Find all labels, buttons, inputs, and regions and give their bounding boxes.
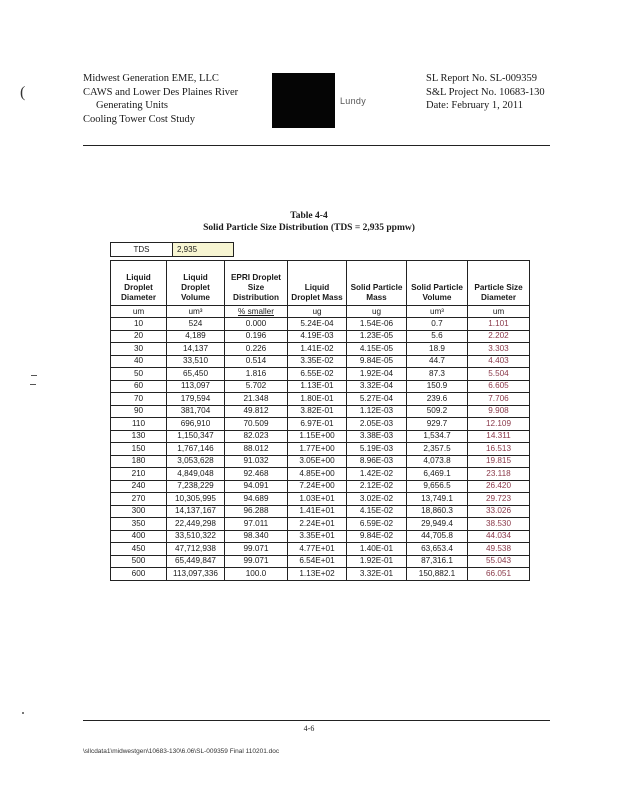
column-header: Liquid Droplet Diameter [111, 261, 167, 306]
margin-paren-mark: ( [20, 84, 26, 101]
table-cell: 381,704 [167, 405, 225, 418]
table-cell: 87.3 [407, 368, 468, 381]
table-cell: 0.000 [225, 318, 288, 331]
table-caption-number: Table 4-4 [290, 211, 328, 221]
table-row [111, 555, 530, 568]
table-cell: 524 [167, 318, 225, 331]
table-cell: 7.706 [468, 393, 530, 406]
table-row [111, 405, 530, 418]
table-cell: 6.605 [468, 380, 530, 393]
table-cell: 0.226 [225, 343, 288, 356]
table-cell: 0.514 [225, 355, 288, 368]
table-cell: 1.23E-05 [347, 330, 407, 343]
table-cell: 1.77E+00 [288, 443, 347, 456]
header-report-line: S&L Project No. 10683-130 [426, 86, 545, 98]
table-row [111, 505, 530, 518]
table-cell: 6,469.1 [407, 468, 468, 481]
table-row [111, 380, 530, 393]
table-cell: 3.32E-04 [347, 380, 407, 393]
company-logo-text: Lundy [340, 96, 367, 106]
table-row [111, 330, 530, 343]
table-cell: 1.13E+02 [288, 568, 347, 581]
table-cell: 350 [111, 518, 167, 531]
table-row [111, 430, 530, 443]
table-cell: 26.420 [468, 480, 530, 493]
header-report-line: SL Report No. SL-009359 [426, 73, 538, 84]
table-cell: 1.92E-01 [347, 555, 407, 568]
table-cell: 3.82E-01 [288, 405, 347, 418]
table-cell: 3.02E-02 [347, 493, 407, 506]
table-cell: 4,073.8 [407, 455, 468, 468]
unit-cell: % smaller [225, 306, 288, 318]
table-cell: 4.15E-05 [347, 343, 407, 356]
column-header: Solid Particle Mass [347, 261, 407, 306]
table-cell: 70 [111, 393, 167, 406]
margin-tick [30, 384, 36, 385]
table-cell: 3.38E-03 [347, 430, 407, 443]
table-cell: 4,849,048 [167, 468, 225, 481]
table-cell: 1,767,146 [167, 443, 225, 456]
table-cell: 239.6 [407, 393, 468, 406]
table-cell: 1.816 [225, 368, 288, 381]
particle-size-table [110, 260, 530, 581]
table-cell: 10,305,995 [167, 493, 225, 506]
unit-cell: ug [288, 306, 347, 318]
table-row [111, 568, 530, 581]
tds-label: TDS [111, 243, 173, 257]
table-row [111, 455, 530, 468]
page-number: 4-6 [303, 724, 315, 733]
table-cell: 9,656.5 [407, 480, 468, 493]
table-cell: 63,653.4 [407, 543, 468, 556]
table-cell: 4.15E-02 [347, 505, 407, 518]
table-cell: 400 [111, 530, 167, 543]
table-cell: 94.091 [225, 480, 288, 493]
table-cell: 113,097,336 [167, 568, 225, 581]
table-cell: 3,053,628 [167, 455, 225, 468]
table-cell: 8.96E-03 [347, 455, 407, 468]
table-cell: 5.702 [225, 380, 288, 393]
header-report-line: Date: February 1, 2011 [426, 100, 524, 111]
table-cell: 210 [111, 468, 167, 481]
table-cell: 14.311 [468, 430, 530, 443]
table-cell: 5.27E-04 [347, 393, 407, 406]
table-row [111, 493, 530, 506]
table-cell: 6.59E-02 [347, 518, 407, 531]
table-cell: 1.42E-02 [347, 468, 407, 481]
table-row [111, 418, 530, 431]
table-cell: 12.109 [468, 418, 530, 431]
table-cell: 98.340 [225, 530, 288, 543]
table-body [111, 318, 530, 581]
table-cell: 6.55E-02 [288, 368, 347, 381]
table-cell: 500 [111, 555, 167, 568]
table-cell: 4.77E+01 [288, 543, 347, 556]
table-row [111, 543, 530, 556]
table-cell: 13,749.1 [407, 493, 468, 506]
table-cell: 40 [111, 355, 167, 368]
table-cell: 55.043 [468, 555, 530, 568]
table-cell: 1,150,347 [167, 430, 225, 443]
table-cell: 1.92E-04 [347, 368, 407, 381]
header-client-line: Generating Units [96, 100, 169, 111]
table-cell: 4.403 [468, 355, 530, 368]
table-cell: 179,594 [167, 393, 225, 406]
table-cell: 87,316.1 [407, 555, 468, 568]
table-row [111, 530, 530, 543]
table-cell: 88.012 [225, 443, 288, 456]
table-cell: 180 [111, 455, 167, 468]
table-cell: 20 [111, 330, 167, 343]
footer-divider [83, 720, 550, 721]
table-cell: 90 [111, 405, 167, 418]
table-row [111, 355, 530, 368]
table-cell: 4,189 [167, 330, 225, 343]
table-cell: 7,238,229 [167, 480, 225, 493]
table-cell: 150,882.1 [407, 568, 468, 581]
table-cell: 113,097 [167, 380, 225, 393]
table-cell: 3.05E+00 [288, 455, 347, 468]
table-cell: 3.32E-01 [347, 568, 407, 581]
table-cell: 2.05E-03 [347, 418, 407, 431]
table-cell: 38.530 [468, 518, 530, 531]
table-cell: 6.54E+01 [288, 555, 347, 568]
table-cell: 4.85E+00 [288, 468, 347, 481]
unit-cell: um³ [167, 306, 225, 318]
table-cell: 44.7 [407, 355, 468, 368]
table-cell: 1.54E-06 [347, 318, 407, 331]
table-cell: 21.348 [225, 393, 288, 406]
table-cell: 94.689 [225, 493, 288, 506]
company-logo-image [272, 73, 335, 128]
tds-value: 2,935 [173, 243, 234, 257]
table-cell: 5.504 [468, 368, 530, 381]
table-cell: 49.812 [225, 405, 288, 418]
table-cell: 1.40E-01 [347, 543, 407, 556]
table-cell: 4.19E-03 [288, 330, 347, 343]
header-client-line: Cooling Tower Cost Study [83, 113, 195, 125]
table-cell: 2.202 [468, 330, 530, 343]
header-divider [83, 145, 550, 146]
table-cell: 44.034 [468, 530, 530, 543]
column-header: EPRI Droplet Size Distribution [225, 261, 288, 306]
table-cell: 130 [111, 430, 167, 443]
header-client-block [83, 72, 238, 126]
table-cell: 65,449,847 [167, 555, 225, 568]
table-cell: 1.13E-01 [288, 380, 347, 393]
table-cell: 16.513 [468, 443, 530, 456]
table-cell: 33,510 [167, 355, 225, 368]
tds-box [110, 242, 234, 257]
header-client-line: CAWS and Lower Des Plaines River [83, 86, 239, 98]
table-cell: 91.032 [225, 455, 288, 468]
table-cell: 1.101 [468, 318, 530, 331]
table-cell: 60 [111, 380, 167, 393]
column-header: Particle Size Diameter [468, 261, 530, 306]
table-cell: 1,534.7 [407, 430, 468, 443]
table-cell: 2,357.5 [407, 443, 468, 456]
table-cell: 5.19E-03 [347, 443, 407, 456]
table-cell: 18.9 [407, 343, 468, 356]
table-cell: 696,910 [167, 418, 225, 431]
table-cell: 99.071 [225, 543, 288, 556]
table-row [111, 468, 530, 481]
table-cell: 150.9 [407, 380, 468, 393]
column-header: Liquid Droplet Volume [167, 261, 225, 306]
table-cell: 1.03E+01 [288, 493, 347, 506]
table-cell: 97.011 [225, 518, 288, 531]
table-cell: 14,137 [167, 343, 225, 356]
table-cell: 270 [111, 493, 167, 506]
table-cell: 96.288 [225, 505, 288, 518]
table-row [111, 443, 530, 456]
footer-file-path: \sllcdata1\midwestgen\10683-130\6.06\SL-009359 Final 110201.doc [83, 748, 280, 755]
table-cell: 29.723 [468, 493, 530, 506]
table-cell: 3.35E+01 [288, 530, 347, 543]
column-header: Liquid Droplet Mass [288, 261, 347, 306]
table-cell: 0.7 [407, 318, 468, 331]
table-cell: 1.41E+01 [288, 505, 347, 518]
table-cell: 66.051 [468, 568, 530, 581]
table-cell: 9.908 [468, 405, 530, 418]
column-header: Solid Particle Volume [407, 261, 468, 306]
table-cell: 0.196 [225, 330, 288, 343]
table-cell: 92.468 [225, 468, 288, 481]
table-cell: 6.97E-01 [288, 418, 347, 431]
table-caption-title: Solid Particle Size Distribution (TDS = 2,935 ppmw) [203, 223, 415, 233]
table-cell: 509.2 [407, 405, 468, 418]
table-header-row [111, 261, 530, 306]
table-cell: 300 [111, 505, 167, 518]
table-cell: 22,449,298 [167, 518, 225, 531]
table-row [111, 393, 530, 406]
table-cell: 9.84E-05 [347, 355, 407, 368]
header-report-block [426, 72, 545, 113]
table-cell: 33,510,322 [167, 530, 225, 543]
table-row [111, 318, 530, 331]
table-caption [0, 210, 618, 234]
table-cell: 29,949.4 [407, 518, 468, 531]
table-row [111, 368, 530, 381]
table-cell: 47,712,938 [167, 543, 225, 556]
table-cell: 65,450 [167, 368, 225, 381]
table-cell: 19.815 [468, 455, 530, 468]
table-cell: 9.84E-02 [347, 530, 407, 543]
table-cell: 18,860.3 [407, 505, 468, 518]
table-cell: 1.41E-02 [288, 343, 347, 356]
table-row [111, 343, 530, 356]
unit-cell: um [111, 306, 167, 318]
table-cell: 14,137,167 [167, 505, 225, 518]
table-units-row [111, 306, 530, 318]
table-cell: 1.15E+00 [288, 430, 347, 443]
header-client-line: Midwest Generation EME, LLC [83, 73, 219, 84]
table-cell: 100.0 [225, 568, 288, 581]
table-cell: 150 [111, 443, 167, 456]
table-cell: 50 [111, 368, 167, 381]
unit-cell: um [468, 306, 530, 318]
table-cell: 929.7 [407, 418, 468, 431]
table-cell: 7.24E+00 [288, 480, 347, 493]
table-cell: 70.509 [225, 418, 288, 431]
table-cell: 110 [111, 418, 167, 431]
table-cell: 44,705.8 [407, 530, 468, 543]
table-cell: 1.80E-01 [288, 393, 347, 406]
table-cell: 2.12E-02 [347, 480, 407, 493]
margin-dot [22, 712, 24, 714]
table-cell: 99.071 [225, 555, 288, 568]
table-cell: 450 [111, 543, 167, 556]
table-cell: 2.24E+01 [288, 518, 347, 531]
table-cell: 240 [111, 480, 167, 493]
table-cell: 10 [111, 318, 167, 331]
table-cell: 82.023 [225, 430, 288, 443]
unit-cell: ug [347, 306, 407, 318]
table-cell: 5.6 [407, 330, 468, 343]
table-cell: 23.118 [468, 468, 530, 481]
table-cell: 3.303 [468, 343, 530, 356]
table-cell: 3.35E-02 [288, 355, 347, 368]
table-cell: 600 [111, 568, 167, 581]
unit-cell: um³ [407, 306, 468, 318]
table-row [111, 518, 530, 531]
table-cell: 5.24E-04 [288, 318, 347, 331]
table-row [111, 480, 530, 493]
table-cell: 1.12E-03 [347, 405, 407, 418]
table-cell: 49.538 [468, 543, 530, 556]
margin-tick [31, 375, 37, 376]
table-cell: 30 [111, 343, 167, 356]
table-cell: 33.026 [468, 505, 530, 518]
